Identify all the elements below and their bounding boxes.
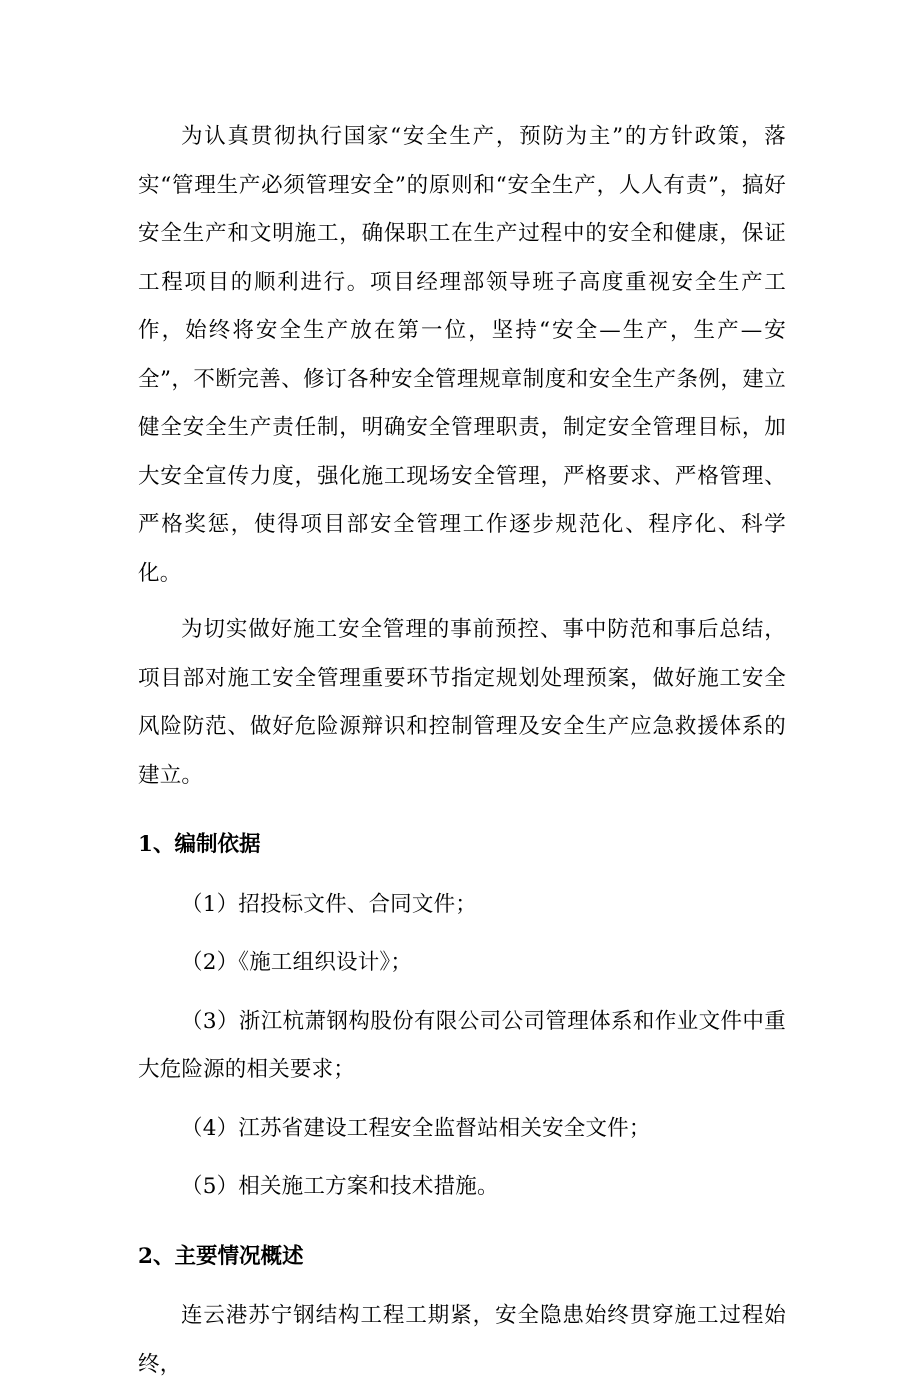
- intro-paragraph-1: 为认真贯彻执行国家“安全生产，预防为主”的方针政策，落实“管理生产必须管理安全”的原则和“安全生产，人人有责”，搞好安全生产和文明施工，确保职工在生产过程中的安全和健康，保证工程项目的顺利进行。项目经理部领导班子高度重视安全生产工作，始终将安全生产放在第一位，坚持“安全—生产，生产—安全”，不断完善、修订各种安全管理规章制度和安全生产条例，建立健全安全生产责任制，明确安全管理职责，制定安全管理目标，加大安全宣传力度，强化施工现场安全管理，严格要求、严格管理、严格奖惩，使得项目部安全管理工作逐步规范化、程序化、科学化。: [138, 124, 786, 586]
- basis-item-1: （1）招投标文件、合同文件；: [181, 891, 477, 917]
- document-body: [138, 113, 786, 1389]
- basis-item-5: （5）相关施工方案和技术措施。: [181, 1174, 499, 1199]
- section-2-paragraph: 连云港苏宁钢结构工程工期紧，安全隐患始终贯穿施工过程始终，: [138, 1303, 786, 1377]
- section-2-heading: 2、主要情况概述: [138, 1243, 304, 1269]
- basis-item-3: （3）浙江杭萧钢构股份有限公司公司管理体系和作业文件中重大危险源的相关要求；: [138, 1008, 786, 1082]
- basis-item-2: （2）《施工组织设计》；: [181, 950, 413, 975]
- intro-paragraph-2: 为切实做好施工安全管理的事前预控、事中防范和事后总结，项目部对施工安全管理重要环节指定规划处理预案，做好施工安全风险防范、做好危险源辩识和控制管理及安全生产应急救援体系的建立。: [138, 617, 786, 788]
- basis-list: [138, 881, 786, 1212]
- section-1-heading: 1、编制依据: [138, 832, 261, 857]
- basis-item-4: （4）江苏省建设工程安全监督站相关安全文件；: [181, 1115, 651, 1141]
